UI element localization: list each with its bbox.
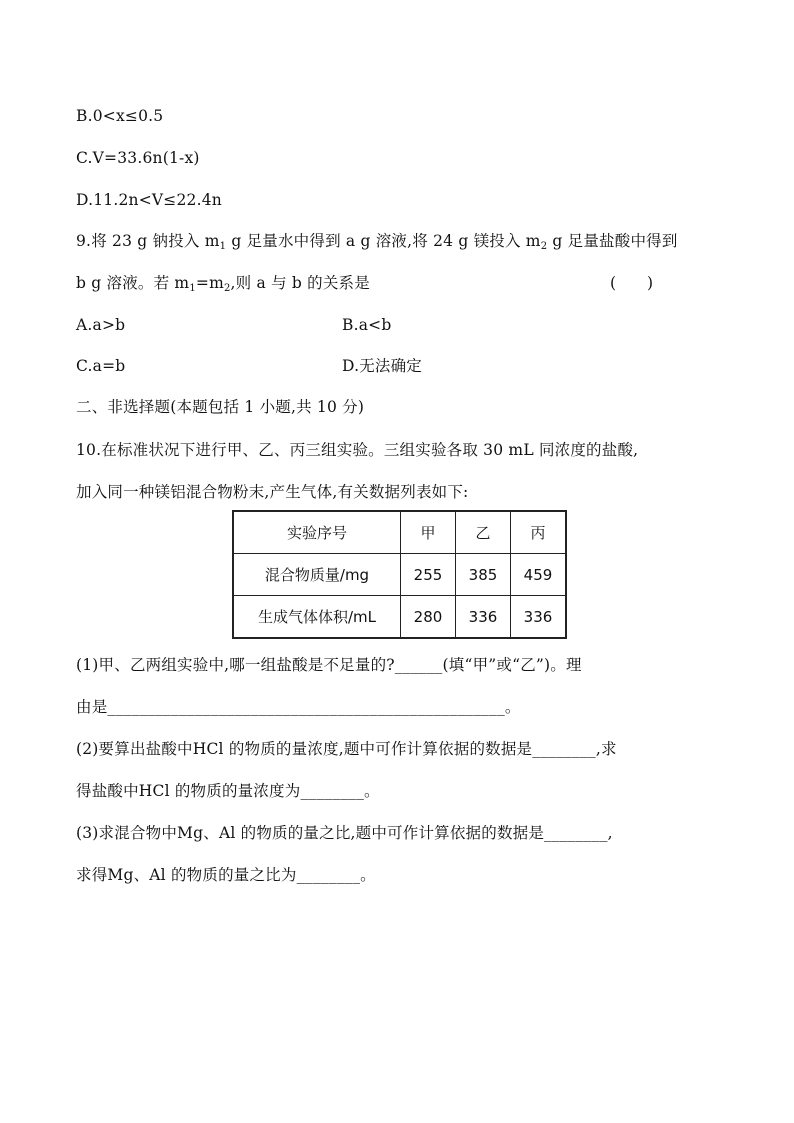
table-header-cell: 乙 — [456, 511, 511, 554]
question-10-part-3-line-2: 求得Mg、Al 的物质的量之比为________。 — [76, 866, 376, 884]
table-header-cell: 甲 — [401, 511, 456, 554]
table-header-cell: 实验序号 — [233, 511, 401, 554]
table-header-cell: 丙 — [511, 511, 567, 554]
question-10-part-3-line-1: (3)求混合物中Mg、Al 的物质的量之比,题中可作计算依据的数据是________, — [76, 824, 613, 842]
question-9-line-1 — [76, 231, 678, 257]
q9-option-a: A.a>b — [76, 316, 126, 334]
q9-line2-subscript-1: 1 — [189, 283, 196, 294]
question-10-part-2-line-2: 得盐酸中HCl 的物质的量浓度为________。 — [76, 782, 380, 800]
q9-subscript-1: 1 — [219, 241, 227, 252]
q9-line2-subscript-2: 2 — [223, 283, 231, 294]
table-cell: 280 — [401, 596, 456, 639]
data-table — [232, 510, 567, 639]
q9-options-row-1 — [76, 315, 716, 335]
table-row — [233, 596, 566, 639]
q9-line2-text-a: b g 溶液。若 m — [76, 274, 190, 292]
question-9-line-2 — [76, 273, 716, 299]
section-2-heading: 二、非选择题(本题包括 1 小题,共 10 分) — [76, 398, 365, 416]
table-cell: 混合物质量/mg — [233, 554, 401, 596]
question-10-line-2: 加入同一种镁铝混合物粉末,产生气体,有关数据列表如下: — [76, 483, 469, 501]
q9-option-d: D.无法确定 — [342, 357, 423, 375]
q9-options-row-2 — [76, 356, 716, 376]
question-10-part-1-line-1: (1)甲、乙两组实验中,哪一组盐酸是不足量的?______(填“甲”或“乙”)。理 — [76, 656, 582, 674]
question-10-part-2-line-1: (2)要算出盐酸中HCl 的物质的量浓度,题中可作计算依据的数据是________,求 — [76, 740, 617, 758]
table-cell: 385 — [456, 554, 511, 596]
table-row — [233, 554, 566, 596]
q9-text-c: g 足量盐酸中得到 — [547, 232, 678, 250]
table-cell: 255 — [401, 554, 456, 596]
question-10-part-1-line-2: 由是__________________________________________________。 — [76, 698, 521, 716]
q9-subscript-2: 2 — [540, 241, 548, 252]
option-c-line: C.V=33.6n(1-x) — [76, 149, 200, 167]
q9-line2-text-b: =m — [195, 274, 224, 292]
answer-parentheses: ( ) — [610, 274, 654, 292]
table-header-row — [233, 511, 566, 554]
table-cell: 生成气体体积/mL — [233, 596, 401, 639]
question-10-line-1: 10.在标准状况下进行甲、乙、丙三组实验。三组实验各取 30 mL 同浓度的盐酸, — [76, 441, 639, 459]
option-d-line: D.11.2n<V≤22.4n — [76, 191, 222, 209]
table-cell: 336 — [511, 596, 567, 639]
q9-option-b: B.a<b — [342, 316, 392, 334]
option-b-line: B.0<x≤0.5 — [76, 107, 164, 125]
table-cell: 336 — [456, 596, 511, 639]
table-cell: 459 — [511, 554, 567, 596]
q9-line2-text-c: ,则 a 与 b 的关系是 — [230, 274, 370, 292]
q9-text-a: 9.将 23 g 钠投入 m — [76, 232, 220, 250]
q9-text-b: g 足量水中得到 a g 溶液,将 24 g 镁投入 m — [226, 232, 541, 250]
q9-option-c: C.a=b — [76, 357, 126, 375]
